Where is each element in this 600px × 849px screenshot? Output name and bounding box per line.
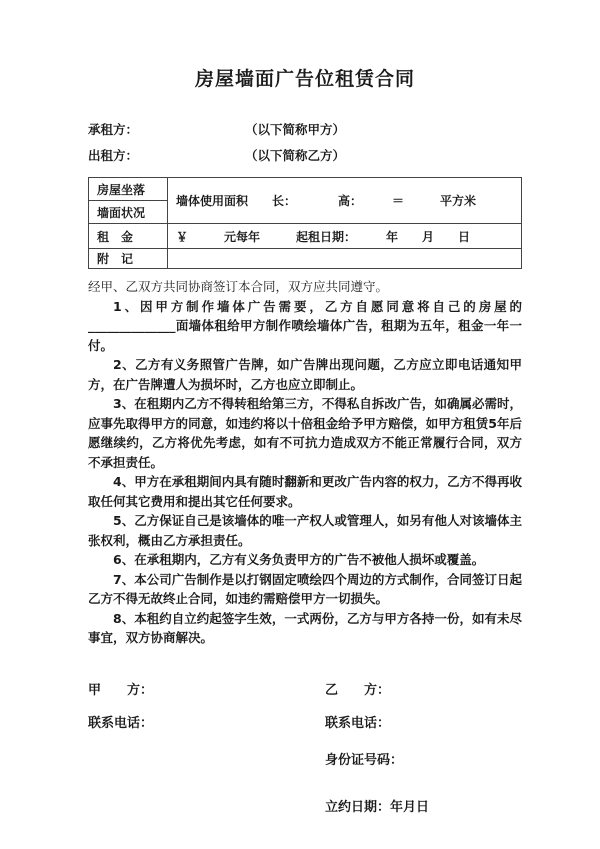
clause-paragraph-2: 2、乙方有义务照管广告牌，如广告牌出现问题，乙方应立即电话通知甲方，在广告牌遭人为损坏时，乙方也应立即制止。: [88, 357, 522, 392]
location-label-cell: 房屋坐落: [89, 178, 168, 201]
contract-date-label: 立约日期：年月日: [325, 799, 430, 815]
contract-title: 房屋墙面广告位租赁合同: [194, 68, 415, 90]
party-a-phone-label: 联系电话：: [88, 715, 154, 731]
clause-paragraph-1: 1、因甲方制作墙体广告需要，乙方自愿同意将自己的房屋的______________面墙体租给甲方制作喷绘墙体广告，租期为五年，租金一年一付。: [88, 298, 522, 353]
lessor-label: 出租方：: [88, 148, 139, 163]
signature-party-a: [88, 682, 325, 832]
lessor-note: （以下简称乙方）: [245, 148, 346, 163]
clause-paragraph-4: 4、甲方在承租期间内具有随时翻新和更改广告内容的权力，乙方不得再收取任何其它费用和提出其它任何要求。: [88, 474, 522, 509]
table-row: [89, 178, 522, 201]
property-info-table: [88, 177, 522, 269]
table-row: [89, 249, 522, 269]
signature-party-b: [325, 682, 522, 832]
wall-area-cell: 墙体使用面积 长： 高： ＝ 平方米: [168, 178, 522, 224]
lessee-note: （以下简称甲方）: [245, 122, 346, 137]
table-row: [89, 224, 522, 249]
clause-paragraph-7: 7、本公司广告制作是以打钢固定喷绘四个周边的方式制作，合同签订日起乙方不得无故终止合同，如违约需赔偿甲方一切损失。: [88, 571, 522, 606]
party-a-label: 甲 方：: [88, 682, 154, 698]
note-value-cell: [168, 249, 522, 269]
party-b-phone-label: 联系电话：: [325, 715, 391, 731]
intro-paragraph: 经甲、乙双方共同协商签订本合同，双方应共同遵守。: [88, 279, 389, 294]
party-b-label: 乙 方：: [325, 682, 391, 698]
clause-paragraph-5: 5、乙方保证自己是该墙体的唯一产权人或管理人，如另有他人对该墙体主张权利，概由乙方承担责任。: [88, 513, 522, 548]
party-b-id-label: 身份证号码：: [325, 752, 404, 768]
rent-value-cell: ￥ 元每年 起租日期： 年 月 日: [168, 224, 522, 249]
clause-paragraph-8: 8、本租约自立约起签字生效，一式两份，乙方与甲方各持一份，如有未尽事宜，双方协商解决。: [88, 610, 522, 645]
contract-body: [88, 277, 522, 648]
rent-label-cell: 租 金: [89, 224, 168, 249]
wall-state-label-cell: 墙面状况: [89, 201, 168, 224]
lessee-label: 承租方：: [88, 122, 139, 137]
clause-paragraph-3: 3、在租期内乙方不得转租给第三方，不得私自拆改广告，如确属必需时，应事先取得甲方的同意，如违约将以十倍租金给予甲方赔偿，如甲方租赁5年后愿继续约，乙方将优先考虑，如有不可抗力造成双方不能正常履行合同，双方不承担责任。: [88, 396, 522, 470]
signature-block: [88, 682, 522, 832]
party-line-lessee: [88, 117, 522, 143]
clause-paragraph-6: 6、在承租期内，乙方有义务负责甲方的广告不被他人损坏或覆盖。: [113, 552, 485, 567]
note-label-cell: 附 记: [89, 249, 168, 269]
party-line-lessor: [88, 143, 522, 169]
